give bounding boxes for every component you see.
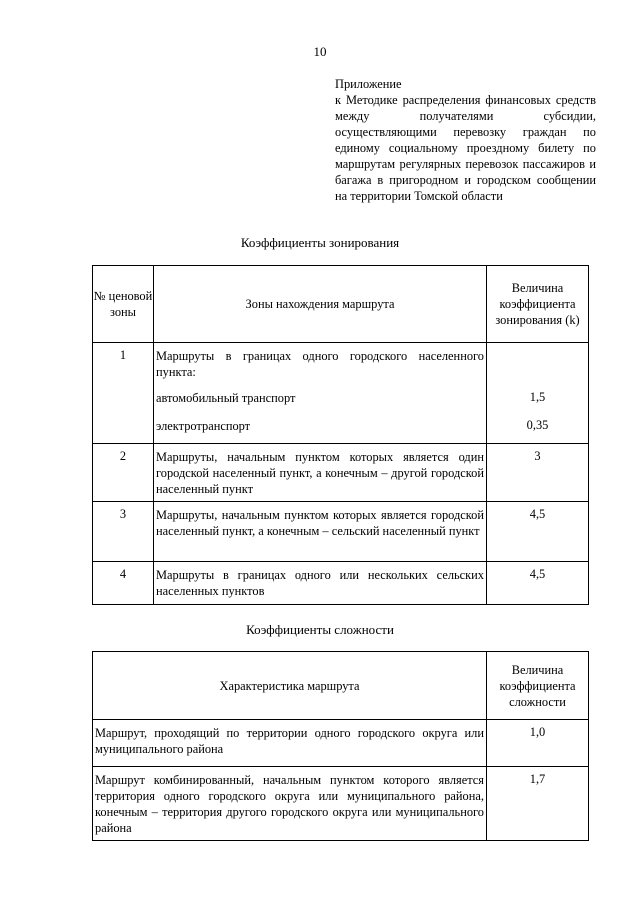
complexity-coefficient: 1,0	[487, 720, 589, 767]
table-row	[93, 720, 589, 767]
complexity-coefficients-table	[92, 651, 589, 841]
zone-description	[154, 343, 487, 444]
header-route-characteristic: Характеристика маршрута	[93, 652, 487, 720]
header-zoning-coefficient: Величина коэффициента зонирования (k)	[487, 266, 589, 343]
table-row	[93, 502, 589, 562]
zone-coefficient: 4,5	[487, 562, 589, 605]
zone-description: Маршруты в границах одного или нескольких сельских населенных пунктов	[154, 562, 487, 605]
header-zone-number: № ценовой зоны	[93, 266, 154, 343]
zone-number: 3	[93, 502, 154, 562]
appendix-title: Приложение	[335, 77, 402, 91]
table-header-row	[93, 266, 589, 343]
zone-description: Маршруты, начальным пунктом которых является один городской населенный пункт, а конечным – другой городской населенный пункт	[154, 444, 487, 502]
table-row	[93, 343, 589, 444]
table-header-row	[93, 652, 589, 720]
page-number: 10	[313, 44, 327, 59]
table-row	[93, 767, 589, 841]
route-characteristic: Маршрут, проходящий по территории одного городского округа или муниципального района	[93, 720, 487, 767]
zone-coefficient: 4,5	[487, 502, 589, 562]
zone-coefficient	[487, 343, 589, 444]
zoning-coefficients-table	[92, 265, 589, 605]
appendix-text: к Методике распределения финансовых средств между получателями субсидии, осуществляющими перевозку граждан по единому социальному проездному билету по маршрутам регулярных перевозок пассажиров и багажа в пригородном и городском сообщении на территории Томской области	[335, 93, 596, 203]
sub-item-label: автомобильный транспорт	[156, 391, 296, 405]
coefficient-value: 1,5	[529, 390, 546, 404]
zone-coefficient: 3	[487, 444, 589, 502]
sub-item-label: электротранспорт	[156, 419, 251, 433]
zoning-table-heading: Коэффициенты зонирования	[240, 235, 400, 250]
header-zone-location: Зоны нахождения маршрута	[154, 266, 487, 343]
table-row	[93, 444, 589, 502]
complexity-coefficient: 1,7	[487, 767, 589, 841]
appendix-block	[335, 76, 596, 204]
complexity-table-heading: Коэффициенты сложности	[246, 622, 394, 637]
header-complexity-coefficient: Величина коэффициента сложности	[487, 652, 589, 720]
zone-description: Маршруты, начальным пунктом которых является городской населенный пункт, а конечным – сельский населенный пункт	[154, 502, 487, 562]
zone-number: 1	[93, 343, 154, 444]
coefficient-value: 0,35	[526, 418, 549, 432]
zone-description-text: Маршруты в границах одного городского населенного пункта:	[156, 349, 484, 379]
table-row	[93, 562, 589, 605]
zone-number: 2	[93, 444, 154, 502]
route-characteristic: Маршрут комбинированный, начальным пунктом которого является территория одного городского округа или муниципального района, конечным – территория другого городского округа или муниципального района	[93, 767, 487, 841]
zone-number: 4	[93, 562, 154, 605]
